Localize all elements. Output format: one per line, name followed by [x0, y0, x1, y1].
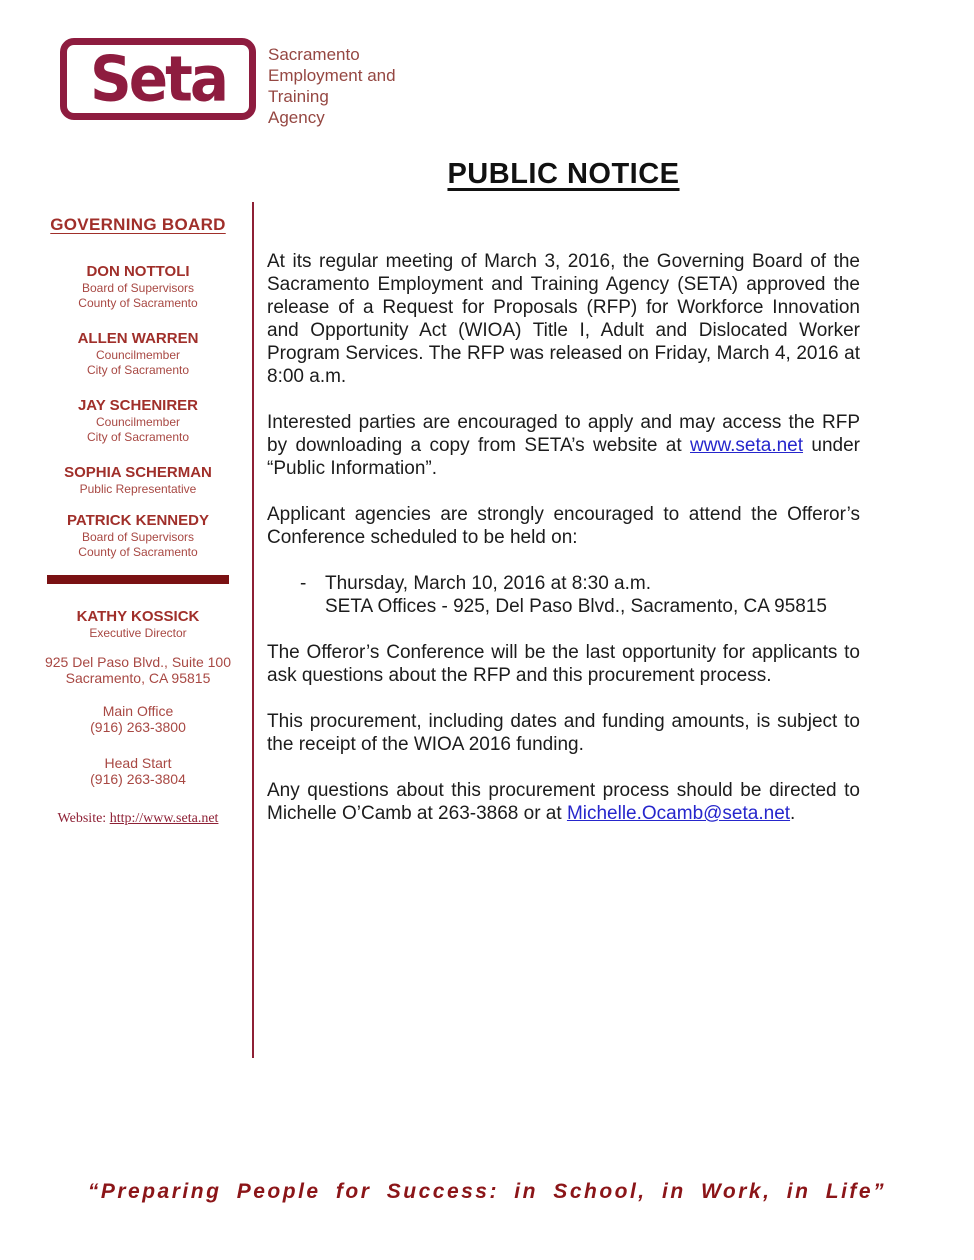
member-name: JAY SCHENIRER [77, 397, 199, 414]
bullet-dash: - [300, 573, 307, 594]
governing-board-sidebar [40, 215, 236, 827]
sidebar-heading: GOVERNING BOARD [50, 215, 226, 234]
sidebar-divider-rule [47, 575, 229, 584]
website-line [40, 811, 236, 827]
address-line: 925 Del Paso Blvd., Suite 100 [44, 654, 231, 670]
motto-tagline: “Preparing People for Success: in School, in Work, in Life” [87, 1180, 887, 1203]
member-name: ALLEN WARREN [77, 330, 199, 347]
paragraph-text: Interested parties are encouraged to apply and may access the RFP by downloading a copy from SETA’s website at [267, 412, 860, 456]
board-member [40, 263, 236, 311]
member-name: PATRICK KENNEDY [67, 512, 209, 529]
board-member [40, 397, 236, 445]
vertical-divider [252, 202, 254, 1058]
member-role: Board of Supervisors [81, 281, 195, 295]
contact-label: Head Start [104, 755, 172, 771]
contact-label: Main Office [102, 703, 174, 719]
member-role: Board of Supervisors [81, 530, 195, 544]
executive-director [40, 608, 236, 641]
website-link[interactable]: http://www.seta.net [109, 811, 219, 826]
office-address [40, 654, 236, 686]
member-org: County of Sacramento [78, 296, 198, 310]
paragraph-text: . [790, 803, 796, 824]
paragraph-meeting-approval: At its regular meeting of March 3, 2016, the Governing Board of the Sacramento Employment and Training Agency (SETA) approved the release of a Request for Proposals (RFP) for Workforce Innovation and Opportunity Act (WIOA) Title I, Adult and Dislocated Worker Program Services. The RFP was released on Friday, March 4, 2016 at 8:00 a.m. [267, 251, 860, 387]
agency-name-line: Training [268, 87, 329, 106]
agency-name-line: Sacramento [268, 45, 360, 64]
member-name: SOPHIA SCHERMAN [64, 464, 212, 481]
board-member [40, 464, 236, 497]
paragraph-last-opportunity: The Offeror’s Conference will be the last opportunity for applicants to ask questions about the RFP and this procurement process. [267, 642, 860, 686]
conference-datetime: Thursday, March 10, 2016 at 8:30 a.m. [325, 573, 651, 594]
member-role: Public Representative [79, 482, 197, 496]
address-line: Sacramento, CA 95815 [65, 670, 211, 686]
board-member [40, 512, 236, 560]
member-role: Councilmember [95, 348, 181, 362]
head-start-contact [40, 755, 236, 787]
page-title: PUBLIC NOTICE [447, 158, 680, 190]
seta-logo [60, 38, 256, 120]
paragraph-text: Any questions about this procurement process should be directed to Michelle O’Camb at 263-3868 or at [267, 780, 860, 824]
notice-body [267, 250, 860, 848]
member-role: Councilmember [95, 415, 181, 429]
member-name: DON NOTTOLI [86, 263, 190, 280]
director-title: Executive Director [89, 626, 187, 640]
director-name: KATHY KOSSICK [76, 608, 200, 625]
contact-email-link[interactable]: Michelle.Ocamb@seta.net [566, 803, 791, 824]
contact-phone: (916) 263-3800 [90, 719, 186, 735]
conference-details [325, 572, 860, 618]
agency-name-line: Employment and [268, 66, 396, 85]
member-org: County of Sacramento [78, 545, 198, 559]
paragraph-funding-subject: This procurement, including dates and funding amounts, is subject to the receipt of the WIOA 2016 funding. [267, 711, 860, 755]
conference-location: SETA Offices - 925, Del Paso Blvd., Sacramento, CA 95815 [325, 596, 827, 617]
member-org: City of Sacramento [86, 430, 190, 444]
paragraph-offerors-conference-intro: Applicant agencies are strongly encouraged to attend the Offeror’s Conference scheduled to be held on: [267, 504, 860, 548]
contact-phone: (916) 263-3804 [90, 771, 186, 787]
website-label: Website: [57, 811, 110, 826]
paragraph-rfp-access [267, 411, 860, 480]
agency-name [268, 44, 396, 128]
conference-details-item [267, 572, 860, 618]
main-office-contact [40, 703, 236, 735]
agency-name-line: Agency [268, 108, 325, 127]
paragraph-questions-contact [267, 779, 860, 825]
board-member [40, 330, 236, 378]
member-org: City of Sacramento [86, 363, 190, 377]
seta-website-link[interactable]: www.seta.net [690, 435, 804, 456]
seta-logo-text: Seta [90, 42, 226, 116]
paragraph-text: under “Public Information”. [267, 435, 860, 479]
